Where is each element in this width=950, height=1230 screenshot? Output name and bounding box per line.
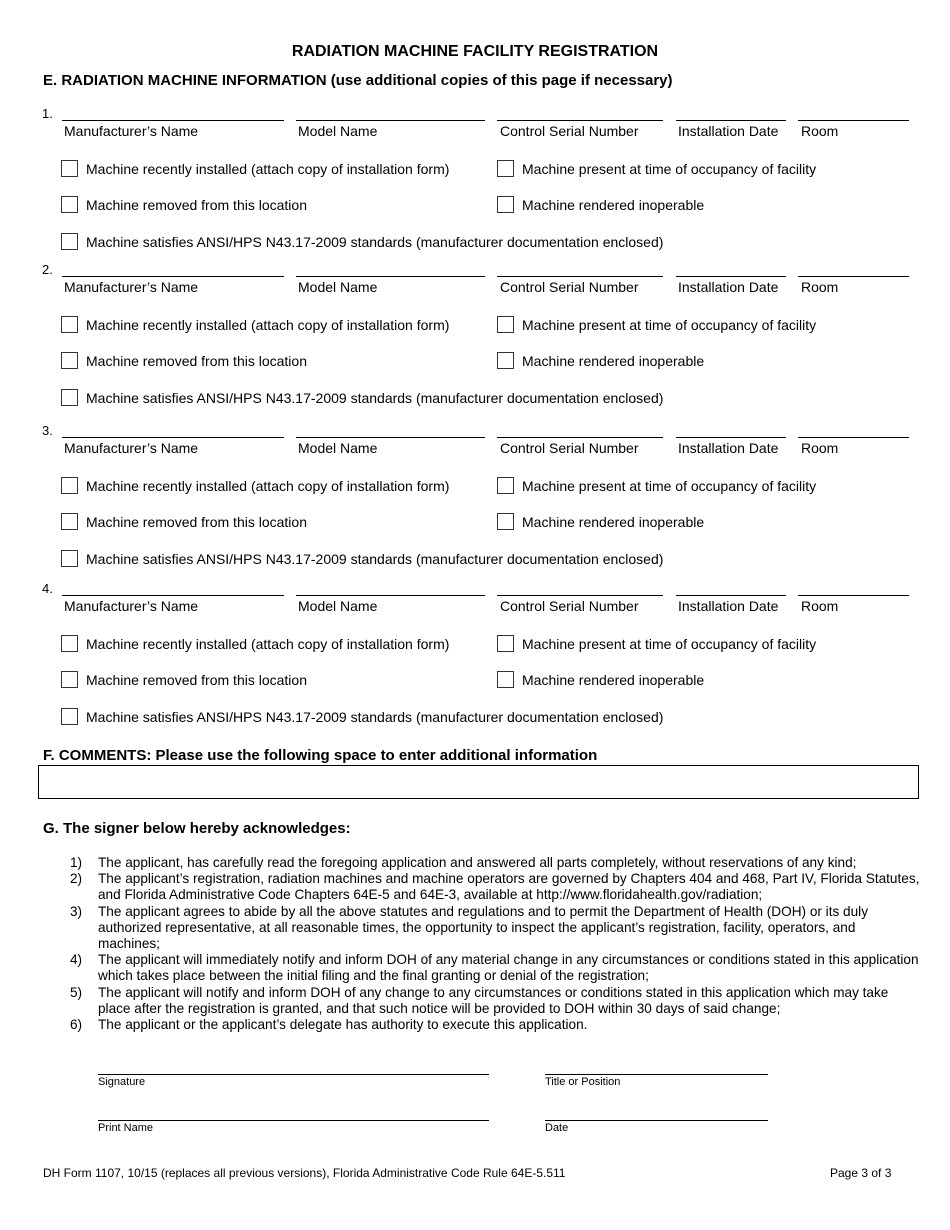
list-item: 6) The applicant or the applicant’s delegate has authority to execute this application. [70, 1017, 588, 1033]
recently-installed-option[interactable]: Machine recently installed (attach copy of installation form) [61, 316, 449, 333]
page-number: Page 3 of 3 [830, 1166, 892, 1180]
recently-installed-option[interactable]: Machine recently installed (attach copy of installation form) [61, 160, 449, 177]
install-date-field[interactable] [676, 437, 786, 438]
checkbox[interactable] [497, 316, 514, 333]
checkbox[interactable] [497, 671, 514, 688]
room-label: Room [801, 440, 839, 456]
signature-label: Signature [98, 1076, 146, 1088]
serial-label: Control Serial Number [500, 440, 639, 456]
checkbox[interactable] [61, 708, 78, 725]
model-field[interactable] [296, 276, 485, 277]
checkbox[interactable] [61, 550, 78, 567]
date-label: Date [545, 1122, 569, 1134]
serial-field[interactable] [497, 437, 663, 438]
inoperable-option[interactable]: Machine rendered inoperable [497, 513, 704, 530]
checkbox[interactable] [497, 513, 514, 530]
install-date-field[interactable] [676, 276, 786, 277]
checkbox[interactable] [61, 316, 78, 333]
checkbox[interactable] [61, 635, 78, 652]
install-date-label: Installation Date [678, 123, 779, 139]
removed-option[interactable]: Machine removed from this location [61, 196, 307, 213]
checkbox[interactable] [497, 477, 514, 494]
inoperable-option[interactable]: Machine rendered inoperable [497, 352, 704, 369]
print-name-label: Print Name [98, 1122, 154, 1134]
room-field[interactable] [798, 276, 909, 277]
acknowledgement-list [70, 855, 920, 1033]
room-label: Room [801, 279, 839, 295]
machine-entry-1 [0, 108, 950, 268]
model-field[interactable] [296, 120, 485, 121]
manufacturer-field[interactable] [62, 595, 284, 596]
serial-field[interactable] [497, 276, 663, 277]
model-field[interactable] [296, 437, 485, 438]
serial-field[interactable] [497, 120, 663, 121]
checkbox[interactable] [61, 389, 78, 406]
checkbox[interactable] [497, 635, 514, 652]
signature-field[interactable] [98, 1074, 489, 1075]
date-field[interactable] [545, 1120, 768, 1121]
room-field[interactable] [798, 120, 909, 121]
title-label: Title or Position [545, 1076, 621, 1088]
manufacturer-field[interactable] [62, 276, 284, 277]
comments-field[interactable] [38, 765, 919, 799]
section-f-heading: F. COMMENTS: Please use the following space to enter additional information [43, 747, 598, 764]
checkbox[interactable] [497, 196, 514, 213]
list-item: 1) The applicant, has carefully read the foregoing application and answered all parts completely, without reservations of any kind; [70, 855, 857, 870]
checkbox[interactable] [61, 477, 78, 494]
manufacturer-label: Manufacturer’s Name [64, 440, 199, 456]
serial-label: Control Serial Number [500, 123, 639, 139]
entry-number: 1. [42, 106, 53, 121]
recently-installed-option[interactable]: Machine recently installed (attach copy of installation form) [61, 635, 449, 652]
manufacturer-field[interactable] [62, 437, 284, 438]
model-field[interactable] [296, 595, 485, 596]
install-date-field[interactable] [676, 120, 786, 121]
install-date-label: Installation Date [678, 598, 779, 614]
checkbox[interactable] [61, 671, 78, 688]
machine-entry-4 [0, 583, 950, 743]
list-item: 2) The applicant’s registration, radiation machines and machine operators are governed by Chapters 404 and 468, Part IV, Florida Statutes, and Florida Administrative Code Chapters 64E-5 and 64E-3, available at http://www.floridahealth.gov/radiation; [70, 871, 920, 903]
checkbox[interactable] [497, 352, 514, 369]
checkbox[interactable] [61, 233, 78, 250]
present-at-occupancy-option[interactable]: Machine present at time of occupancy of facility [497, 160, 816, 177]
model-label: Model Name [298, 440, 378, 456]
list-item: 3) The applicant agrees to abide by all the above statutes and regulations and to permit the Department of Health (DOH) or its duly authorized representative, at all reasonable times, the opportunity to inspect the applicant’s registration, facility, operators, and machines; [70, 903, 868, 952]
checkbox[interactable] [497, 160, 514, 177]
install-date-field[interactable] [676, 595, 786, 596]
removed-option[interactable]: Machine removed from this location [61, 671, 307, 688]
checkbox[interactable] [61, 352, 78, 369]
room-field[interactable] [798, 595, 909, 596]
manufacturer-label: Manufacturer’s Name [64, 598, 199, 614]
section-e-heading: E. RADIATION MACHINE INFORMATION (use additional copies of this page if necessary) [43, 72, 673, 89]
print-name-field[interactable] [98, 1120, 489, 1121]
present-at-occupancy-option[interactable]: Machine present at time of occupancy of facility [497, 477, 816, 494]
inoperable-option[interactable]: Machine rendered inoperable [497, 671, 704, 688]
entry-number: 2. [42, 262, 53, 277]
title-field[interactable] [545, 1074, 768, 1075]
recently-installed-option[interactable]: Machine recently installed (attach copy of installation form) [61, 477, 449, 494]
checkbox[interactable] [61, 160, 78, 177]
removed-option[interactable]: Machine removed from this location [61, 352, 307, 369]
checkbox[interactable] [61, 513, 78, 530]
model-label: Model Name [298, 279, 378, 295]
ansi-standards-option[interactable]: Machine satisfies ANSI/HPS N43.17-2009 standards (manufacturer documentation enclosed) [61, 708, 663, 725]
install-date-label: Installation Date [678, 279, 779, 295]
serial-label: Control Serial Number [500, 279, 639, 295]
room-label: Room [801, 123, 839, 139]
list-item: 4) The applicant will immediately notify and inform DOH of any material change in any circumstances or conditions stated in this application which takes place between the initial filing and the final granting or denial of the registration; [70, 952, 919, 984]
present-at-occupancy-option[interactable]: Machine present at time of occupancy of facility [497, 316, 816, 333]
machine-entry-2 [0, 264, 950, 424]
manufacturer-field[interactable] [62, 120, 284, 121]
machine-entry-3 [0, 425, 950, 585]
manufacturer-label: Manufacturer’s Name [64, 279, 199, 295]
entry-number: 3. [42, 423, 53, 438]
ansi-standards-option[interactable]: Machine satisfies ANSI/HPS N43.17-2009 standards (manufacturer documentation enclosed) [61, 389, 663, 406]
checkbox[interactable] [61, 196, 78, 213]
install-date-label: Installation Date [678, 440, 779, 456]
ansi-standards-option[interactable]: Machine satisfies ANSI/HPS N43.17-2009 standards (manufacturer documentation enclosed) [61, 233, 663, 250]
list-item: 5) The applicant will notify and inform DOH of any change to any circumstances or conditions stated in this application which may take place after the registration is granted, and that such notice will be provided to DOH within 30 days of said change; [70, 984, 889, 1016]
model-label: Model Name [298, 123, 378, 139]
room-label: Room [801, 598, 839, 614]
ansi-standards-option[interactable]: Machine satisfies ANSI/HPS N43.17-2009 standards (manufacturer documentation enclosed) [61, 550, 663, 567]
removed-option[interactable]: Machine removed from this location [61, 513, 307, 530]
serial-field[interactable] [497, 595, 663, 596]
present-at-occupancy-option[interactable]: Machine present at time of occupancy of facility [497, 635, 816, 652]
section-g-heading: G. The signer below hereby acknowledges: [43, 820, 351, 837]
model-label: Model Name [298, 598, 378, 614]
room-field[interactable] [798, 437, 909, 438]
entry-number: 4. [42, 581, 53, 596]
manufacturer-label: Manufacturer’s Name [64, 123, 199, 139]
inoperable-option[interactable]: Machine rendered inoperable [497, 196, 704, 213]
form-id: DH Form 1107, 10/15 (replaces all previous versions), Florida Administrative Code Rule 64E-5.511 [43, 1166, 566, 1180]
page-title: RADIATION MACHINE FACILITY REGISTRATION [291, 43, 659, 60]
serial-label: Control Serial Number [500, 598, 639, 614]
